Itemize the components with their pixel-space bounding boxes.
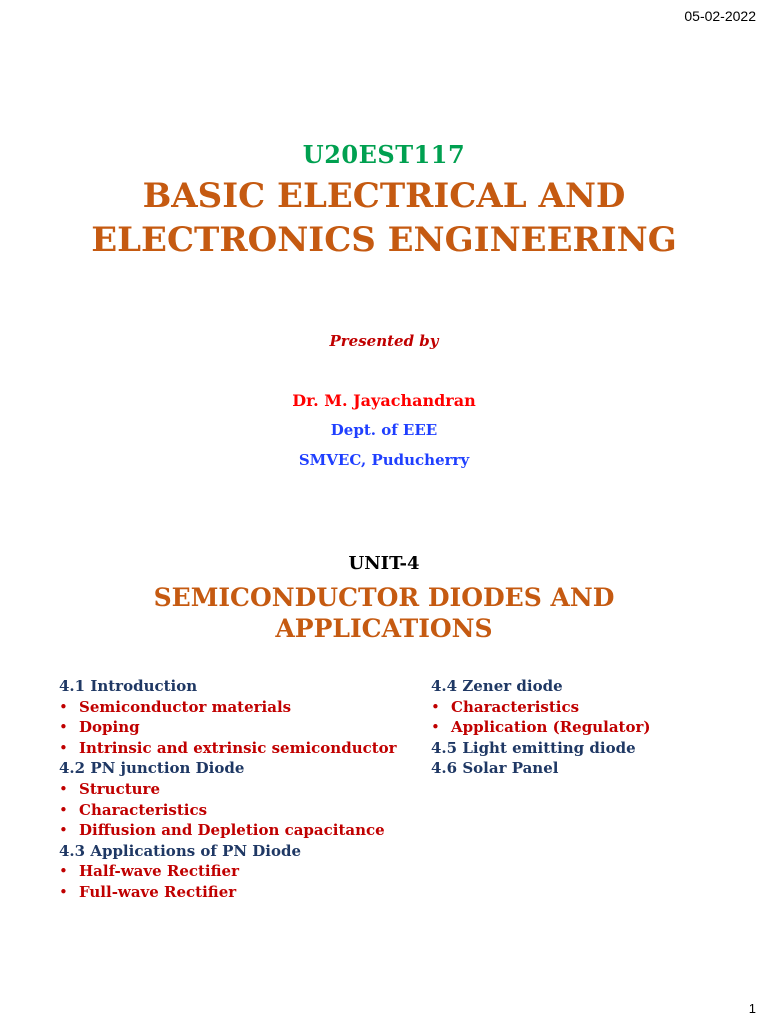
toc-item-text: Characteristics	[79, 800, 208, 819]
course-code: U20EST117	[302, 140, 466, 169]
unit-title-line-2: APPLICATIONS	[275, 614, 493, 643]
course-title-line-1: BASIC ELECTRICAL AND	[142, 176, 626, 216]
toc-item-text: Doping	[79, 718, 140, 737]
toc-section-heading	[431, 758, 761, 779]
toc-item-text: 4.5 Light emitting diode	[431, 738, 636, 757]
toc-bullet-item	[59, 882, 439, 903]
unit-label: UNIT-4	[348, 553, 420, 574]
toc-item-text: Application (Regulator)	[451, 718, 651, 737]
toc-bullet-item	[431, 717, 761, 738]
toc-bullet-item	[59, 820, 439, 841]
toc-item-text: Full-wave Rectifier	[79, 882, 237, 901]
bullet-icon: •	[431, 697, 440, 716]
page-number: 1	[748, 1001, 756, 1016]
toc-bullet-item	[59, 779, 439, 800]
toc-item-text: Characteristics	[451, 697, 580, 716]
unit-title	[0, 582, 768, 644]
toc-item-text: 4.2 PN junction Diode	[59, 759, 245, 778]
toc-bullet-item	[59, 697, 439, 718]
toc-item-text: Semiconductor materials	[79, 697, 292, 716]
presenter-name: Dr. M. Jayachandran	[292, 391, 476, 410]
toc-item-text: 4.1 Introduction	[59, 677, 198, 695]
toc-bullet-item	[59, 717, 439, 738]
toc-right-column	[431, 676, 761, 779]
course-title-line-2: ELECTRONICS ENGINEERING	[91, 220, 677, 260]
toc-item-text: 4.6 Solar Panel	[431, 759, 559, 778]
toc-section-heading	[59, 758, 439, 779]
bullet-icon: •	[59, 800, 68, 819]
slide-date: 05-02-2022	[684, 8, 756, 24]
bullet-icon: •	[59, 821, 68, 840]
presenter-department: Dept. of EEE	[330, 421, 438, 439]
toc-bullet-item	[431, 697, 761, 718]
presented-by-label: Presented by	[329, 332, 439, 350]
bullet-icon: •	[59, 738, 68, 757]
toc-section-heading	[59, 841, 439, 862]
toc-section-heading	[59, 676, 439, 697]
unit-title-line-1: SEMICONDUCTOR DIODES AND	[153, 583, 615, 612]
bullet-icon: •	[59, 779, 68, 798]
toc-bullet-item	[59, 738, 439, 759]
bullet-icon: •	[59, 882, 68, 901]
toc-section-heading	[431, 738, 761, 759]
toc-item-text: Intrinsic and extrinsic semiconductor	[79, 738, 397, 757]
toc-section-heading	[431, 676, 761, 697]
toc-bullet-item	[59, 861, 439, 882]
course-title	[0, 174, 768, 262]
bullet-icon: •	[59, 697, 68, 716]
presenter-institution: SMVEC, Puducherry	[298, 451, 470, 469]
bullet-icon: •	[59, 862, 68, 881]
toc-item-text: 4.4 Zener diode	[431, 677, 563, 695]
toc-left-column	[59, 676, 439, 903]
toc-item-text: Diffusion and Depletion capacitance	[79, 821, 385, 840]
toc-item-text: Half-wave Rectifier	[79, 862, 239, 881]
bullet-icon: •	[431, 718, 440, 737]
bullet-icon: •	[59, 718, 68, 737]
toc-item-text: Structure	[79, 779, 160, 798]
toc-bullet-item	[59, 800, 439, 821]
toc-item-text: 4.3 Applications of PN Diode	[59, 841, 302, 860]
